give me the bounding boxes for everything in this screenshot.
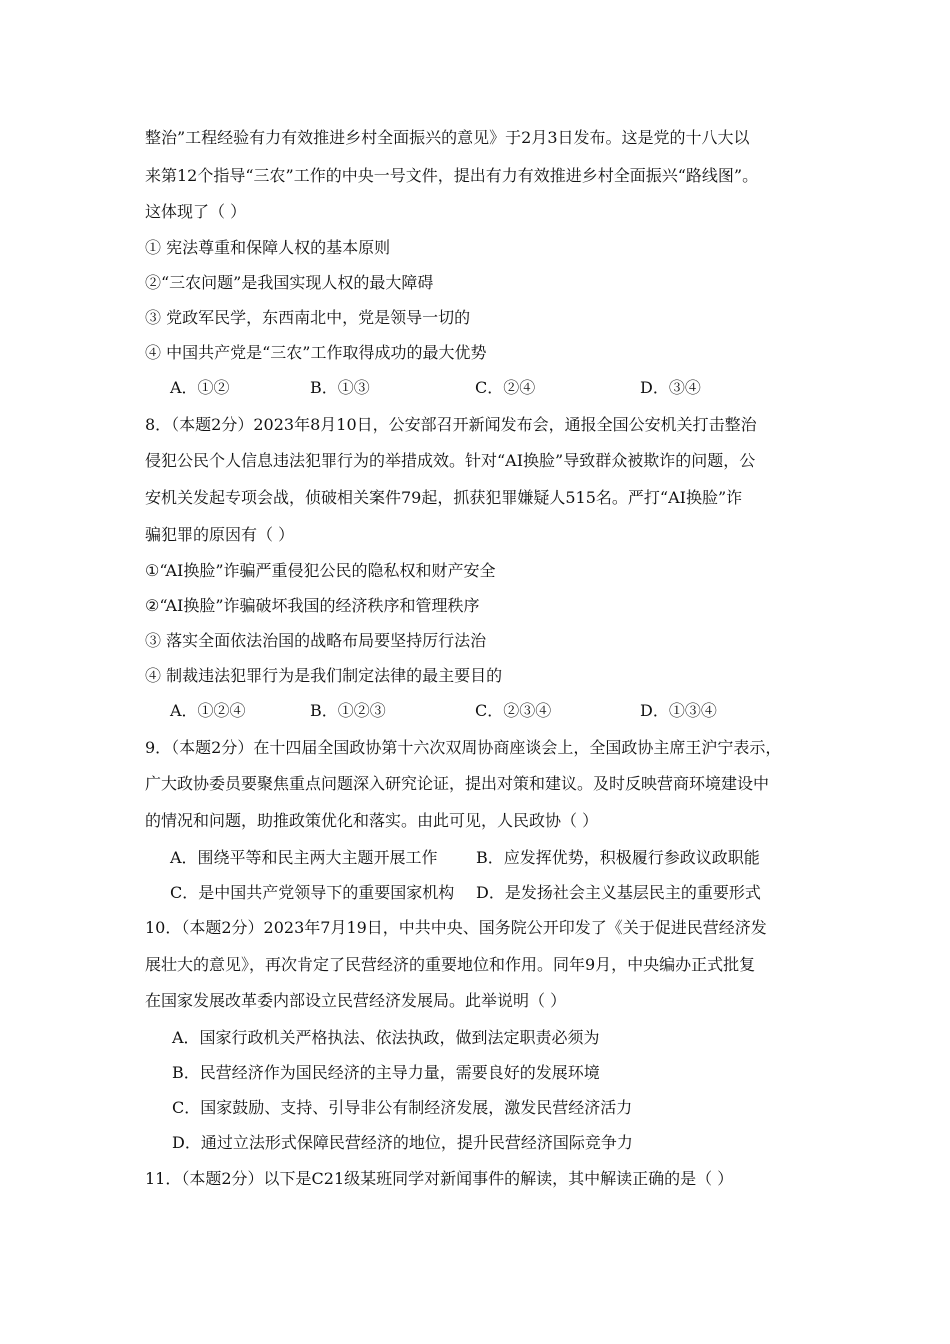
q11-stem-line-1: 11．（本题2分）以下是C21级某班同学对新闻事件的解读，其中解读正确的是（ ） [145, 1169, 734, 1188]
q7-item-4: ④ 中国共产党是“三农”工作取得成功的最大优势 [145, 343, 487, 362]
q10-stem-line-3: 在国家发展改革委内部设立民营经济发展局。此举说明（ ） [145, 991, 567, 1010]
q7-option-c: C．②④ [475, 378, 536, 397]
q8-option-c: C．②③④ [475, 701, 552, 720]
q9-stem-line-1: 9．（本题2分）在十四届全国政协第十六次双周协商座谈会上，全国政协主席王沪宁表示， [145, 738, 782, 757]
q10-stem-line-1: 10．（本题2分）2023年7月19日，中共中央、国务院公开印发了《关于促进民营经济发 [145, 918, 767, 937]
q10-stem-line-2: 展壮大的意见》，再次肯定了民营经济的重要地位和作用。同年9月，中央编办正式批复 [145, 955, 756, 974]
q10-option-a: A．国家行政机关严格执法、依法执政，做到法定职责必须为 [172, 1028, 600, 1047]
q7-option-a: A．①② [170, 378, 230, 397]
q8-option-a: A．①②④ [170, 701, 246, 720]
q8-stem-line-3: 安机关发起专项会战，侦破相关案件79起，抓获犯罪嫌疑人515名。严打“AI换脸”诈 [145, 488, 743, 507]
q8-option-d: D．①③④ [640, 701, 717, 720]
q8-stem-line-2: 侵犯公民个人信息违法犯罪行为的举措成效。针对“AI换脸”导致群众被欺诈的问题，公 [145, 451, 756, 470]
q7-option-b: B．①③ [310, 378, 370, 397]
q8-stem-line-4: 骗犯罪的原因有（ ） [145, 525, 295, 544]
q10-option-d: D．通过立法形式保障民营经济的地位，提升民营经济国际竞争力 [172, 1133, 633, 1152]
q7-item-3: ③ 党政军民学，东西南北中，党是领导一切的 [145, 308, 471, 327]
q8-item-2: ②“AI换脸”诈骗破坏我国的经济秩序和管理秩序 [145, 596, 480, 615]
q10-option-b: B．民营经济作为国民经济的主导力量，需要良好的发展环境 [172, 1063, 600, 1082]
q8-item-4: ④ 制裁违法犯罪行为是我们制定法律的最主要目的 [145, 666, 503, 685]
q8-item-3: ③ 落实全面依法治国的战略布局要坚持厉行法治 [145, 631, 487, 650]
q8-stem-line-1: 8．（本题2分）2023年8月10日，公安部召开新闻发布会，通报全国公安机关打击整治 [145, 415, 757, 434]
q9-option-a: A．围绕平等和民主两大主题开展工作 [170, 848, 438, 867]
q9-stem-line-3: 的情况和问题，助推政策优化和落实。由此可见，人民政协（ ） [145, 811, 599, 830]
q7-item-2: ②“三农问题”是我国实现人权的最大障碍 [145, 273, 434, 292]
q9-option-c: C．是中国共产党领导下的重要国家机构 [170, 883, 455, 902]
q7-stem-line-1: 整治”工程经验有力有效推进乡村全面振兴的意见》于2月3日发布。这是党的十八大以 [145, 128, 750, 147]
q9-option-b: B．应发挥优势，积极履行参政议政职能 [476, 848, 760, 867]
q9-option-d: D．是发扬社会主义基层民主的重要形式 [476, 883, 761, 902]
q7-option-d: D．③④ [640, 378, 701, 397]
q10-option-c: C．国家鼓励、支持、引导非公有制经济发展，激发民营经济活力 [172, 1098, 633, 1117]
q9-stem-line-2: 广大政协委员要聚焦重点问题深入研究论证，提出对策和建议。及时反映营商环境建设中 [145, 774, 770, 793]
q8-option-b: B．①②③ [310, 701, 386, 720]
q7-item-1: ① 宪法尊重和保障人权的基本原则 [145, 238, 391, 257]
q7-stem-line-3: 这体现了（ ） [145, 202, 247, 221]
q7-stem-line-2: 来第12个指导“三农”工作的中央一号文件，提出有力有效推进乡村全面振兴“路线图”。 [145, 166, 759, 185]
q8-item-1: ①“AI换脸”诈骗严重侵犯公民的隐私权和财产安全 [145, 561, 496, 580]
